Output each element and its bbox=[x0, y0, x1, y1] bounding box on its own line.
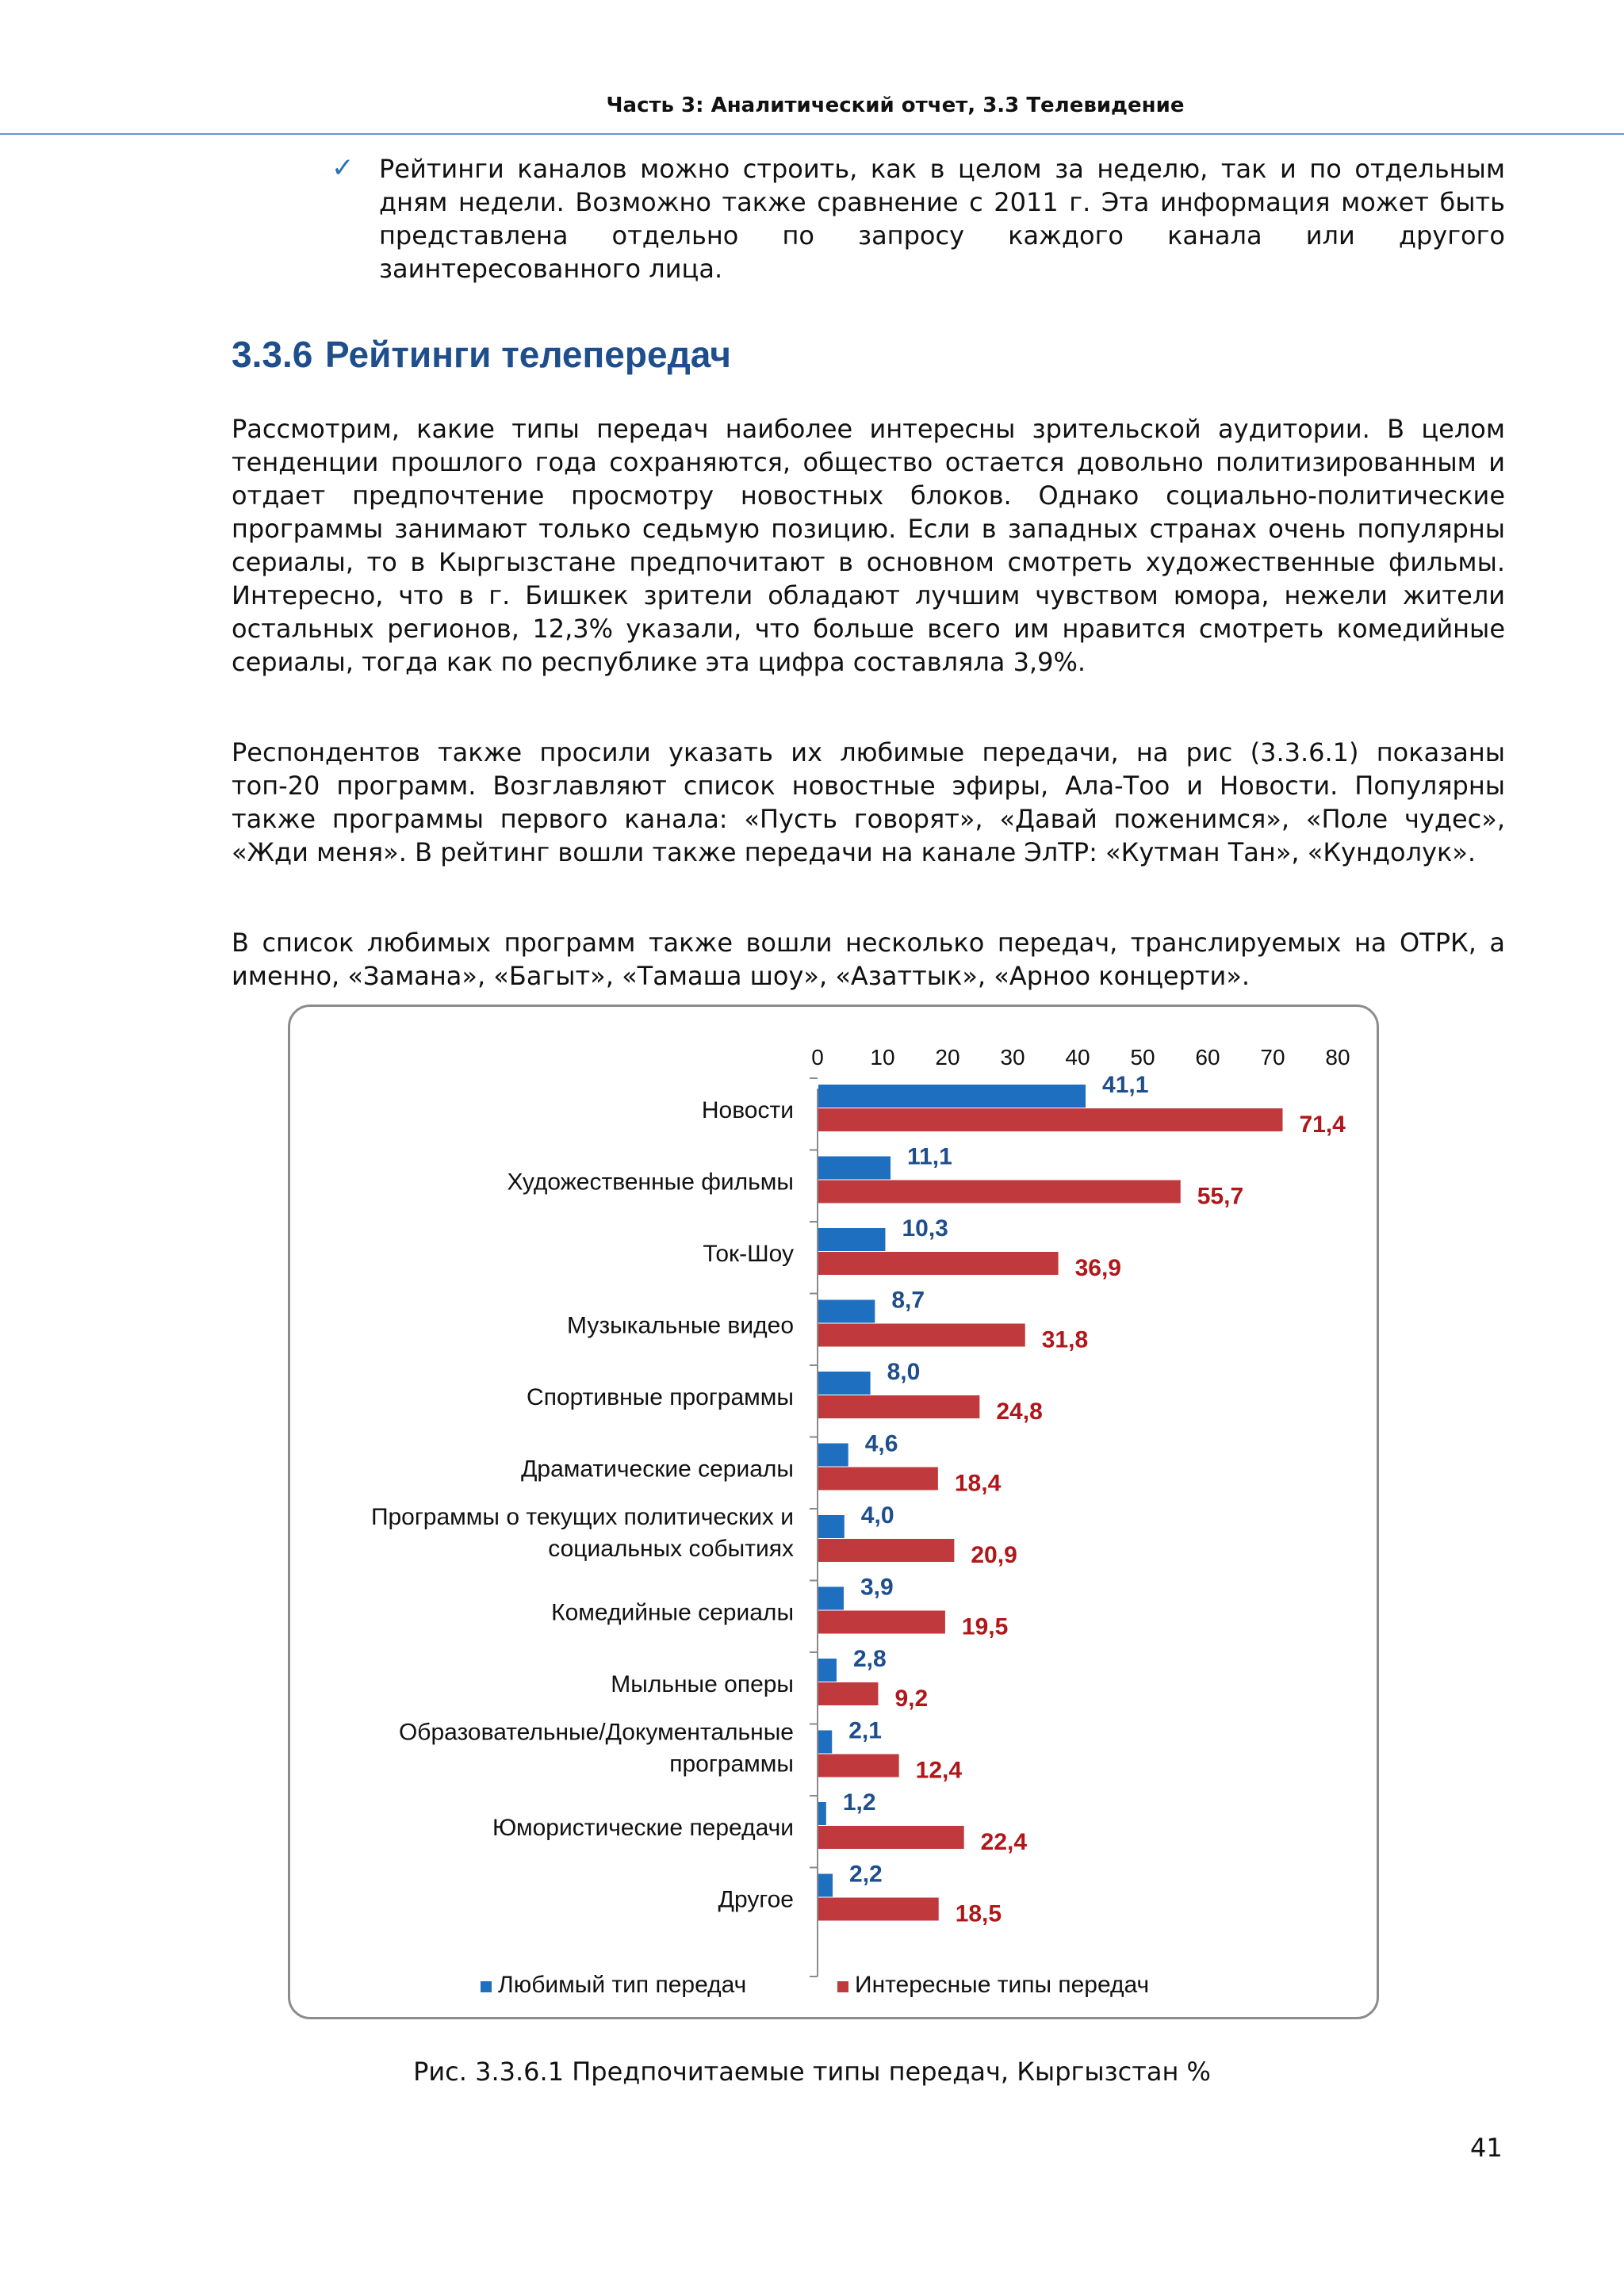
x-tick-label: 30 bbox=[1000, 1045, 1025, 1070]
section-title: Рейтинги телепередач bbox=[325, 334, 731, 375]
data-label: 20,9 bbox=[971, 1542, 1017, 1568]
data-label: 3,9 bbox=[860, 1574, 894, 1601]
data-label: 10,3 bbox=[902, 1215, 948, 1242]
x-tick-label: 60 bbox=[1195, 1045, 1220, 1070]
bar-interesting bbox=[818, 1108, 1282, 1131]
bar-interesting bbox=[818, 1468, 938, 1490]
bar-interesting bbox=[818, 1755, 899, 1777]
bar-interesting bbox=[818, 1826, 964, 1849]
bar-favorite bbox=[818, 1802, 826, 1825]
legend-label-interesting: Интересные типы передач bbox=[855, 1972, 1150, 1998]
data-label: 11,1 bbox=[907, 1143, 952, 1170]
x-tick-label: 10 bbox=[870, 1045, 895, 1070]
bar-interesting bbox=[818, 1539, 954, 1562]
category-label: Комедийные сериалы bbox=[551, 1599, 794, 1626]
x-tick-label: 50 bbox=[1130, 1045, 1155, 1070]
data-label: 8,7 bbox=[891, 1287, 925, 1314]
running-header: Часть 3: Аналитический отчет, 3.3 Телевидение bbox=[606, 94, 1185, 117]
bar-interesting bbox=[818, 1181, 1181, 1203]
data-label: 18,4 bbox=[954, 1470, 1002, 1497]
paragraph-2: Респондентов также просили указать их любимые передачи, на рис (3.3.6.1) показаны топ-20 программ. Возглавляют список новостные эфиры, Ала-Тоо и Новости. Популярны также программы первого канала: «Пусть говорят», «Давай поженимся», «Поле чудес», «Жди меня». В рейтинг вошли также передачи на канале ЭлТР: «Кутман Тан», «Кундолук». bbox=[232, 737, 1505, 867]
paragraph-3: В список любимых программ также вошли несколько передач, транслируемых на ОТРК, а именно, «Замана», «Багыт», «Тамаша шоу», «Азаттык», «Арноо концерти». bbox=[232, 928, 1505, 991]
data-label: 2,2 bbox=[849, 1861, 883, 1888]
bar-favorite bbox=[818, 1874, 833, 1897]
data-label: 4,0 bbox=[860, 1502, 894, 1529]
data-label: 55,7 bbox=[1197, 1183, 1244, 1210]
bar-interesting bbox=[818, 1682, 878, 1705]
category-label: Другое bbox=[718, 1886, 794, 1913]
bar-favorite bbox=[818, 1085, 1086, 1108]
category-label: Драматические сериалы bbox=[521, 1456, 794, 1483]
data-label: 4,6 bbox=[864, 1430, 898, 1457]
section-heading bbox=[232, 333, 731, 376]
bar-interesting bbox=[818, 1898, 939, 1921]
header-divider bbox=[0, 133, 1624, 135]
bar-favorite bbox=[818, 1300, 875, 1323]
bar-favorite bbox=[818, 1587, 844, 1610]
bar-favorite bbox=[818, 1157, 891, 1180]
data-label: 24,8 bbox=[996, 1399, 1043, 1425]
data-label: 36,9 bbox=[1074, 1255, 1121, 1281]
data-label: 2,1 bbox=[848, 1717, 882, 1744]
bar-chart bbox=[290, 1007, 1377, 2017]
category-label: Юмористические передачи bbox=[492, 1815, 794, 1841]
category-label: Образовательные/Документальные bbox=[398, 1719, 794, 1746]
category-label: Музыкальные видео bbox=[567, 1312, 794, 1339]
legend-swatch-favorite bbox=[481, 1981, 492, 1992]
category-label: Мыльные оперы bbox=[611, 1671, 794, 1697]
bar-favorite bbox=[818, 1444, 848, 1467]
x-tick-label: 80 bbox=[1325, 1045, 1350, 1070]
data-label: 2,8 bbox=[852, 1646, 887, 1672]
data-label: 22,4 bbox=[980, 1829, 1028, 1855]
legend-label-favorite: Любимый тип передач bbox=[498, 1972, 747, 1998]
category-label: Новости bbox=[701, 1097, 794, 1123]
category-label: Спортивные программы bbox=[527, 1384, 794, 1410]
category-label: программы bbox=[669, 1751, 794, 1777]
page-number: 41 bbox=[1470, 2133, 1503, 2163]
data-label: 19,5 bbox=[961, 1613, 1009, 1640]
x-tick-label: 0 bbox=[811, 1045, 824, 1070]
legend-swatch-interesting bbox=[837, 1981, 848, 1992]
chart-frame bbox=[288, 1004, 1379, 2019]
data-label: 41,1 bbox=[1102, 1072, 1149, 1098]
data-label: 18,5 bbox=[955, 1900, 1002, 1927]
category-label: Программы о текущих политических и bbox=[370, 1504, 794, 1530]
category-label: Ток-Шоу bbox=[703, 1241, 794, 1267]
data-label: 1,2 bbox=[842, 1789, 876, 1816]
x-tick-label: 20 bbox=[935, 1045, 960, 1070]
data-label: 31,8 bbox=[1041, 1326, 1089, 1353]
checkmark-icon: ✓ bbox=[331, 152, 354, 184]
data-label: 71,4 bbox=[1299, 1112, 1346, 1138]
bar-favorite bbox=[818, 1515, 845, 1538]
bar-favorite bbox=[818, 1659, 837, 1682]
bar-favorite bbox=[818, 1731, 832, 1754]
x-tick-label: 70 bbox=[1260, 1045, 1285, 1070]
data-label: 9,2 bbox=[894, 1686, 929, 1712]
bar-interesting bbox=[818, 1252, 1059, 1275]
bullet-text: Рейтинги каналов можно строить, как в целом за неделю, так и по отдельным дням недели. Возможно также сравнение с 2011 г. Эта информация может быть представлена отдельно по запросу каждого канала или другого заинтересованного лица. bbox=[379, 154, 1505, 284]
category-label: Художественные фильмы bbox=[507, 1169, 794, 1196]
data-label: 12,4 bbox=[915, 1757, 963, 1784]
category-label: социальных событиях bbox=[548, 1536, 794, 1562]
bar-interesting bbox=[818, 1395, 979, 1418]
figure-caption: Рис. 3.3.6.1 Предпочитаемые типы передач, Кыргызстан % bbox=[413, 2057, 1211, 2087]
bar-interesting bbox=[818, 1324, 1025, 1347]
bar-favorite bbox=[818, 1228, 885, 1251]
paragraph-1: Рассмотрим, какие типы передач наиболее интересны зрительской аудитории. В целом тенденции прошлого года сохраняются, общество остается довольно политизированным и отдает предпочтение просмотру новостных блоков. Однако социально-политические программы занимают только седьмую позицию. Если в западных странах очень популярны сериалы, то в Кыргызстане предпочитают в основном смотреть художественные фильмы. Интересно, что в г. Бишкек зрители обладают лучшим чувством юмора, нежели жители остальных регионов, 12,3% указали, что больше всего им нравится смотреть комедийные сериалы, тогда как по республике эта цифра составляла 3,9%. bbox=[232, 414, 1505, 677]
bar-favorite bbox=[818, 1372, 871, 1395]
section-number: 3.3.6 bbox=[232, 334, 313, 375]
bar-interesting bbox=[818, 1611, 945, 1634]
data-label: 8,0 bbox=[887, 1359, 921, 1385]
x-tick-label: 40 bbox=[1065, 1045, 1090, 1070]
